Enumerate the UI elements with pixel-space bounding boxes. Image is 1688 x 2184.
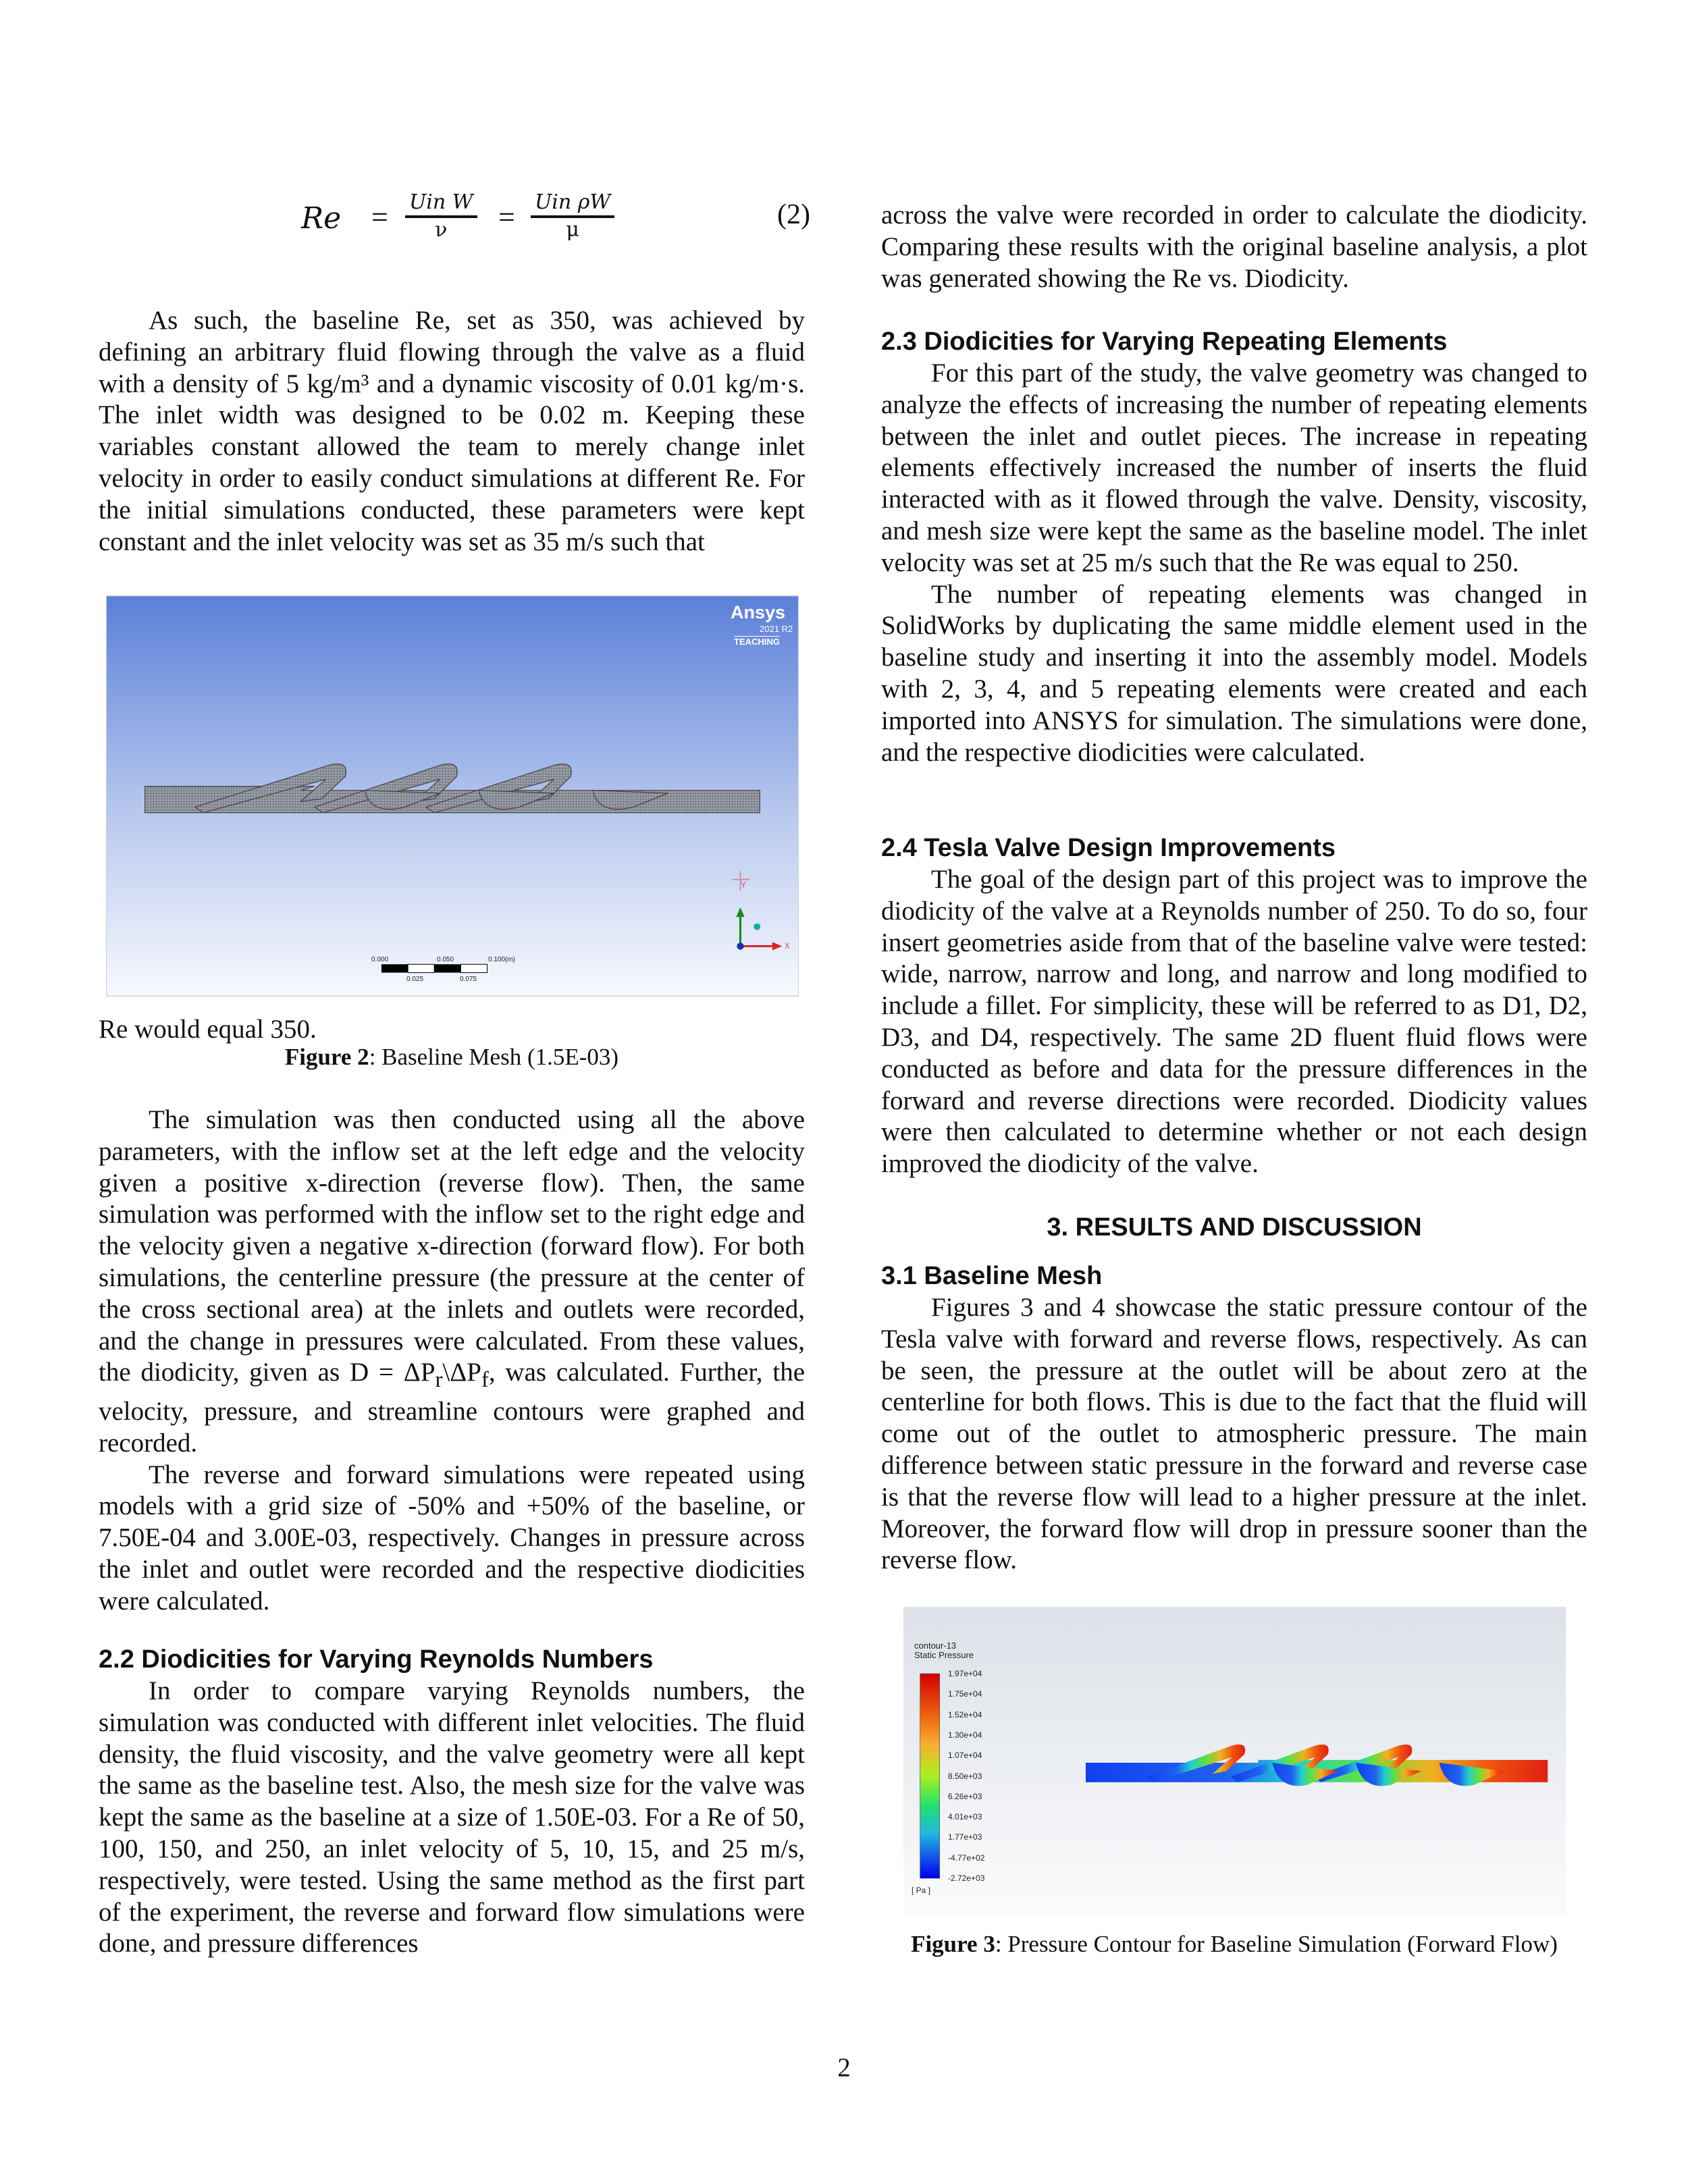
paragraph: The goal of the design part of this project was to improve the diodicity of the valve at a Reynolds number of 250. To do so, four insert geometries aside from that of the baseline valve were tested: wide, narrow, narrow and long, and narrow and long modified to include a fillet. For simplicity, these will be referred to as D1, D2, D3, and D4, respectively. The same 2D fluent fluid flows were conducted as before and data for the pressure differences in the forward and reverse directions were recorded. Diodicity values were then calculated to determine whether or not each design improved the diodicity of the valve. xyxy=(881,865,1587,1179)
figure-3-caption xyxy=(881,1931,1587,1958)
ansys-edition: TEACHING xyxy=(734,637,780,647)
equals-sign: = xyxy=(498,201,515,234)
ansys-logo: Ansys xyxy=(731,602,786,622)
section-2-2 xyxy=(99,1643,805,1960)
section-heading: 3. RESULTS AND DISCUSSION xyxy=(1047,1213,1422,1242)
paragraph: Figures 3 and 4 showcase the static pressure contour of the Tesla valve with forward and reverse flows, respectively. As can be seen, the pressure at the outlet will be about zero at the centerline for both flows. This is due to the fact that the fluid will come out of the outlet to atmospheric pressure. The main difference between static pressure in the forward and reverse case is that the reverse flow will lead to a higher pressure at the inlet. Moreover, the forward flow will drop in pressure sooner than the reverse flow. xyxy=(881,1293,1587,1575)
equals-sign: = xyxy=(371,201,388,234)
fraction-2 xyxy=(531,190,614,242)
axis-y-label: Y xyxy=(741,880,747,890)
subscript: f xyxy=(481,1368,489,1393)
numerator: Uin ρW xyxy=(531,190,614,218)
right-paragraph-0 xyxy=(881,200,1587,294)
equation-2 xyxy=(297,190,810,257)
denominator: ν xyxy=(435,218,448,242)
colorbar-tick-label: 4.01e+03 xyxy=(948,1812,982,1822)
scale-label: 0.075 xyxy=(460,976,477,983)
colorbar-tick-label: 8.50e+03 xyxy=(948,1771,982,1781)
numerator: Uin W xyxy=(405,190,477,218)
figure-2-caption xyxy=(99,1044,805,1071)
colorbar-tick-label: 1.77e+03 xyxy=(948,1832,982,1842)
left-paragraphs-2-3 xyxy=(99,1104,805,1618)
section-3 xyxy=(881,1211,1587,1244)
colorbar-tick-label: 1.07e+04 xyxy=(948,1751,982,1761)
colorbar-unit: [ Pa ] xyxy=(912,1886,931,1895)
section-3-1 xyxy=(881,1260,1587,1576)
section-heading: 2.2 Diodicities for Varying Reynolds Numbers xyxy=(99,1645,654,1674)
page-number: 2 xyxy=(837,2053,851,2082)
contour-title: contour-13 xyxy=(914,1641,957,1651)
colorbar-tick-label: -2.72e+03 xyxy=(948,1873,985,1883)
paragraph: The number of repeating elements was changed in SolidWorks by duplicating the same middle element used in the baseline study and inserting it into the assembly model. Models with 2, 3, 4, and 5 repeating elements were created and each imported into ANSYS for simulation. The simulations were done, and the respective diodicities were calculated. xyxy=(881,579,1587,767)
paragraph: The reverse and forward simulations were repeated using models with a grid size of -50% and +50% of the baseline, or 7.50E-04 and 3.00E-03, respectively. Changes in pressure across the inlet and outlet were recorded and the respective diodicities were calculated. xyxy=(99,1460,805,1616)
caption-label: Figure 2 xyxy=(284,1044,369,1070)
colorbar-tick-label: 1.52e+04 xyxy=(948,1709,982,1720)
equation-lhs: Re xyxy=(301,201,342,236)
section-2-4 xyxy=(881,832,1587,1180)
caption-label: Figure 3 xyxy=(911,1931,995,1957)
section-2-3 xyxy=(881,325,1587,768)
caption-text: : Pressure Contour for Baseline Simulation (Forward Flow) xyxy=(995,1931,1558,1957)
text: \ΔP xyxy=(442,1358,481,1387)
paragraph: In order to compare varying Reynolds numbers, the simulation was conducted with different inlet velocities. The fluid density, the fluid viscosity, and the valve geometry were all kept the same as the baseline test. Also, the mesh size for the valve was kept the same as the baseline at a size of 1.50E-03. For a Re of 50, 100, 150, and 250, an inlet velocity of 5, 10, 15, and 25 m/s, respectively, were tested. Using the same method as the first part of the experiment, the reverse and forward flow simulations were done, and pressure differences xyxy=(99,1676,805,1959)
equation-number: (2) xyxy=(777,199,810,230)
colorbar-tick-label: 1.97e+04 xyxy=(948,1669,982,1678)
section-heading: 2.4 Tesla Valve Design Improvements xyxy=(881,834,1336,862)
scale-label: 0.100(m) xyxy=(488,956,516,963)
subscript: r xyxy=(435,1368,443,1393)
fraction-1 xyxy=(405,190,477,242)
axis-x-label: X xyxy=(785,941,791,951)
paragraph: across the valve were recorded in order to calculate the diodicity. Comparing these results with the original baseline analysis, a plot was generated showing the Re vs. Diodicity. xyxy=(881,201,1587,293)
figure-3-pressure-contour xyxy=(903,1607,1566,1917)
text: , was calculated. Further, the velocity, pressure, and streamline contours were graphed and recorded. xyxy=(99,1358,805,1458)
paragraph xyxy=(99,1104,805,1460)
figure-2-mesh-image xyxy=(106,595,799,996)
section-heading: 3.1 Baseline Mesh xyxy=(881,1262,1103,1290)
mesh-render xyxy=(106,595,799,996)
contour-render xyxy=(903,1607,1566,1917)
paragraph: For this part of the study, the valve geometry was changed to analyze the effects of increasing the number of repeating elements between the inlet and outlet pieces. The increase in repeating elements effectively increased the number of inserts the fluid interacted with as it flowed through the valve. Density, viscosity, and mesh size were kept the same as the baseline model. The inlet velocity was set at 25 m/s such that the Re was equal to 250. xyxy=(881,358,1587,577)
denominator: μ xyxy=(566,218,579,242)
scale-label: 0.050 xyxy=(437,956,454,963)
left-paragraph-1 xyxy=(99,305,805,558)
ansys-version: 2021 R2 xyxy=(760,624,793,634)
left-paragraph-1-continued xyxy=(99,1014,805,1046)
section-heading: 2.3 Diodicities for Varying Repeating Elements xyxy=(881,327,1448,356)
colorbar-tick-label: 6.26e+03 xyxy=(948,1791,982,1801)
colorbar-tick-label: 1.75e+04 xyxy=(948,1689,982,1699)
scale-label: 0.000 xyxy=(371,956,389,963)
colorbar-tick-label: -4.77e+02 xyxy=(948,1853,985,1863)
text: The simulation was then conducted using all the above parameters, with the inflow set at the left edge and the velocity given a positive x-direction (reverse flow). Then, the same simulation was performed with the inflow set to the right edge and the velocity given a negative x-direction (forward flow). For both simulations, the centerline pressure (the pressure at the center of the cross sectional area) at the inlets and outlets were recorded, and the change in pressures were calculated. From these values, the diodicity, given as D = ΔP xyxy=(99,1105,805,1387)
contour-quantity: Static Pressure xyxy=(914,1650,974,1660)
scale-label: 0.025 xyxy=(406,976,424,983)
scale-bar xyxy=(381,964,487,972)
colorbar-tick-label: 1.30e+04 xyxy=(948,1730,982,1740)
paragraph: Re would equal 350. xyxy=(99,1015,317,1044)
caption-text: : Baseline Mesh (1.5E-03) xyxy=(369,1044,619,1070)
paragraph: As such, the baseline Re, set as 350, was achieved by defining an arbitrary fluid flowing through the valve as a fluid with a density of 5 kg/m³ and a dynamic viscosity of 0.01 kg/m·s. The inlet width was designed to be 0.02 m. Keeping these variables constant allowed the team to merely change inlet velocity in order to easily conduct simulations at different Re. For the initial simulations conducted, these parameters were kept constant and the inlet velocity was set as 35 m/s such that xyxy=(99,306,805,556)
